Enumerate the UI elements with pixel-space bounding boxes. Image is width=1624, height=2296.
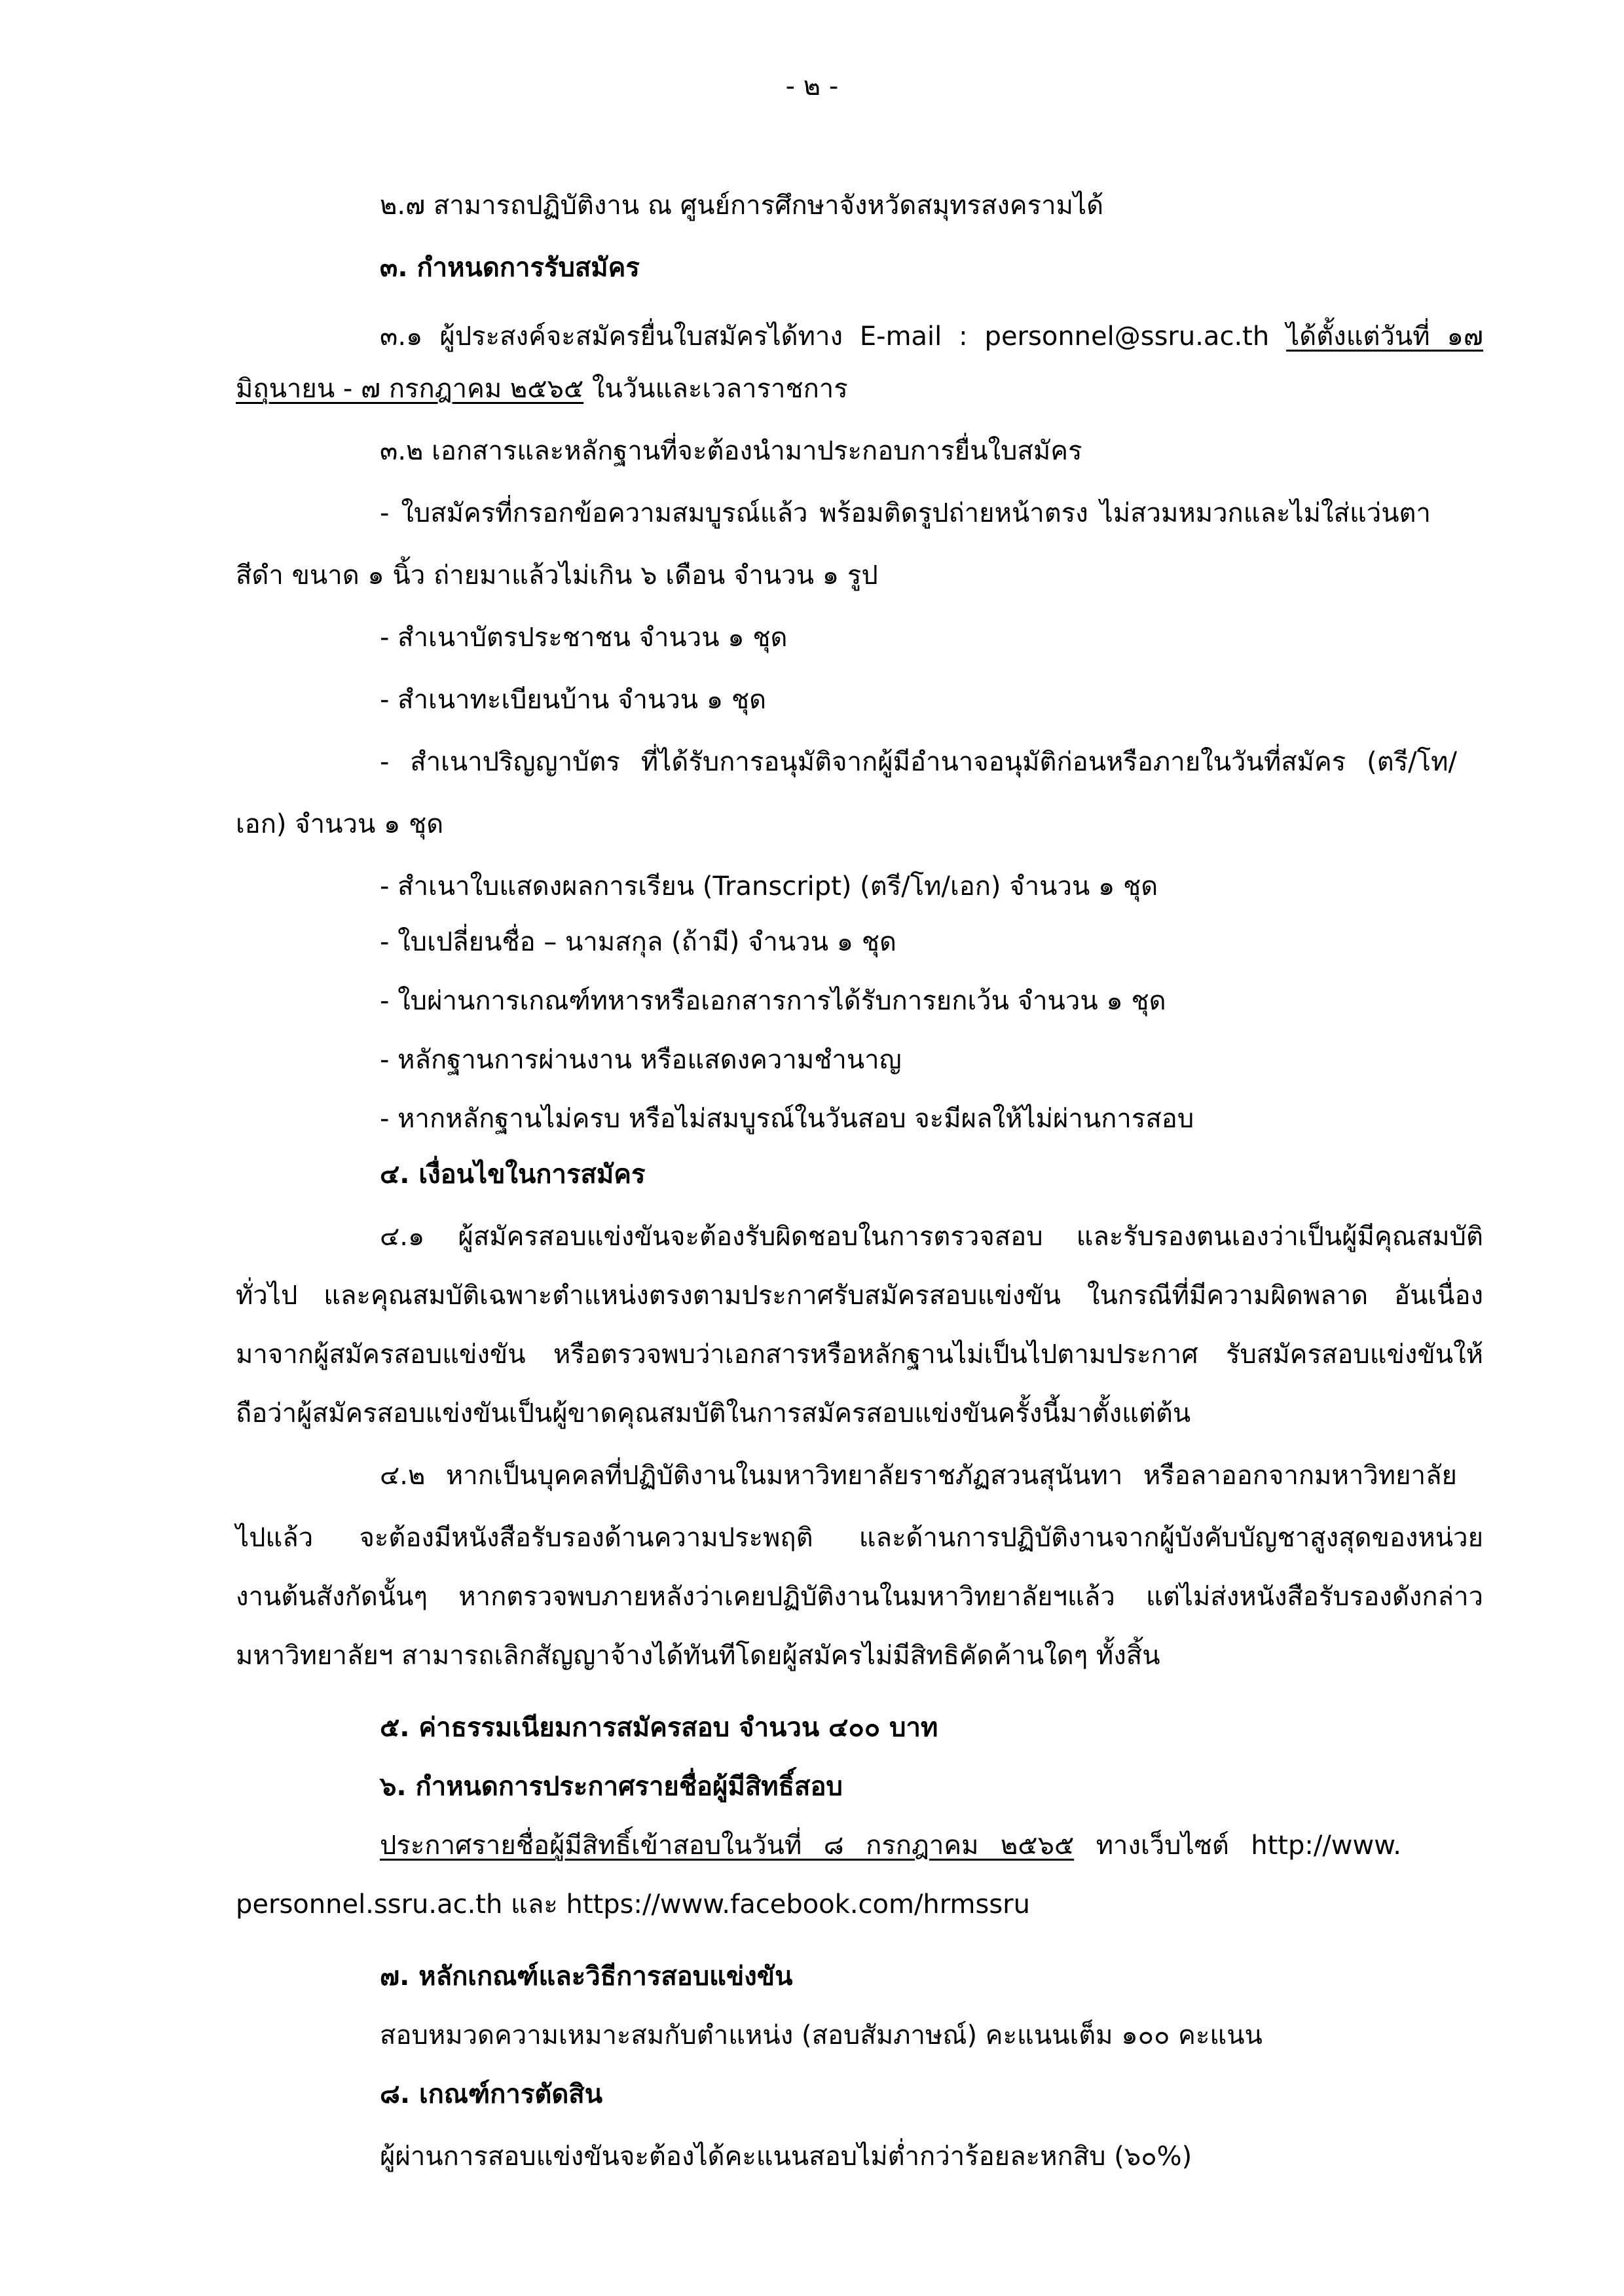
heading-section-4: ๔. เงื่อนไขในการสมัคร xyxy=(380,1159,646,1190)
paragraph-8: ผู้ผ่านการสอบแข่งขันจะต้องได้คะแนนสอบไม่ต่ำกว่าร้อยละหกสิบ (๖๐%) xyxy=(380,2141,1192,2172)
doc-item-2: - สำเนาบัตรประชาชน จำนวน ๑ ชุด xyxy=(380,623,788,653)
doc-item-8: - หลักฐานการผ่านงาน หรือแสดงความชำนาญ xyxy=(380,1045,902,1075)
text-span: ทางเว็บไซต์ http://www. xyxy=(1074,1831,1401,1861)
paragraph-4-2-line-4: มหาวิทยาลัยฯ สามารถเลิกสัญญาจ้างได้ทันทีโดยผู้สมัครไม่มีสิทธิคัดค้านใดๆ ทั้งสิ้น xyxy=(236,1641,1160,1671)
paragraph-3-2: ๓.๒ เอกสารและหลักฐานที่จะต้องนำมาประกอบการยื่นใบสมัคร xyxy=(380,436,1082,466)
heading-section-5: ๕. ค่าธรรมเนียมการสมัครสอบ จำนวน ๔๐๐ บาท xyxy=(380,1713,938,1743)
paragraph-4-2-line-3: งานต้นสังกัดนั้นๆ หากตรวจพบภายหลังว่าเคยปฏิบัติงานในมหาวิทยาลัยฯแล้ว แต่ไม่ส่งหนังสือรับรองดังกล่าว xyxy=(236,1582,1483,1612)
paragraph-2-7: ๒.๗ สามารถปฏิบัติงาน ณ ศูนย์การศึกษาจังหวัดสมุทรสงครามได้ xyxy=(380,191,1104,221)
underlined-date-start: ได้ตั้งแต่วันที่ ๑๗ xyxy=(1286,321,1483,352)
text-span: ในวันและเวลาราชการ xyxy=(583,374,848,404)
page-number: - ๒ - xyxy=(785,71,839,101)
paragraph-4-1-line-2: ทั่วไป และคุณสมบัติเฉพาะตำแหน่งตรงตามประกาศรับสมัครสอบแข่งขัน ในกรณีที่มีความผิดพลาด อันเนื่อง xyxy=(236,1281,1483,1311)
paragraph-6-line-2: personnel.ssru.ac.th และ https://www.facebook.com/hrmssru xyxy=(236,1889,1030,1920)
heading-section-8: ๘. เกณฑ์การตัดสิน xyxy=(380,2079,603,2109)
underlined-announcement-date: ประกาศรายชื่อผู้มีสิทธิ์เข้าสอบในวันที่ ๘ กรกฎาคม ๒๕๖๕ xyxy=(380,1831,1075,1861)
paragraph-3-1-line-1 xyxy=(380,321,1483,352)
doc-item-6: - ใบเปลี่ยนชื่อ – นามสกุล (ถ้ามี) จำนวน ๑ ชุด xyxy=(380,927,897,957)
paragraph-4-2-line-2: ไปแล้ว จะต้องมีหนังสือรับรองด้านความประพฤติ และด้านการปฏิบัติงานจากผู้บังคับบัญชาสูงสุดของหน่วย xyxy=(236,1523,1483,1553)
doc-item-3: - สำเนาทะเบียนบ้าน จำนวน ๑ ชุด xyxy=(380,685,767,715)
underlined-date-end: มิถุนายน - ๗ กรกฎาคม ๒๕๖๕ xyxy=(236,374,584,404)
doc-item-1-line-2: สีดำ ขนาด ๑ นิ้ว ถ่ายมาแล้วไม่เกิน ๖ เดือน จำนวน ๑ รูป xyxy=(236,560,878,591)
doc-item-5: - สำเนาใบแสดงผลการเรียน (Transcript) (ตรี/โท/เอก) จำนวน ๑ ชุด xyxy=(380,871,1158,902)
heading-section-6: ๖. กำหนดการประกาศรายชื่อผู้มีสิทธิ์สอบ xyxy=(380,1772,843,1802)
doc-item-4-line-1: - สำเนาปริญญาบัตร ที่ได้รับการอนุมัติจากผู้มีอำนาจอนุมัติก่อนหรือภายในวันที่สมัคร (ตรี/โท/ xyxy=(380,747,1457,777)
heading-section-7: ๗. หลักเกณฑ์และวิธีการสอบแข่งขัน xyxy=(380,1961,793,1992)
paragraph-4-1-line-1: ๔.๑ ผู้สมัครสอบแข่งขันจะต้องรับผิดชอบในการตรวจสอบ และรับรองตนเองว่าเป็นผู้มีคุณสมบัติ xyxy=(380,1222,1483,1252)
heading-section-3: ๓. กำหนดการรับสมัคร xyxy=(380,253,640,283)
doc-item-4-line-2: เอก) จำนวน ๑ ชุด xyxy=(236,809,444,839)
doc-item-1-line-1: - ใบสมัครที่กรอกข้อความสมบูรณ์แล้ว พร้อมติดรูปถ่ายหน้าตรง ไม่สวมหมวกและไม่ใส่แว่นตา xyxy=(380,498,1431,528)
text-span: ๓.๑ ผู้ประสงค์จะสมัครยื่นใบสมัครได้ทาง E-mail : personnel@ssru.ac.th xyxy=(380,321,1287,352)
paragraph-4-1-line-4: ถือว่าผู้สมัครสอบแข่งขันเป็นผู้ขาดคุณสมบัติในการสมัครสอบแข่งขันครั้งนี้มาตั้งแต่ต้น xyxy=(236,1398,1191,1429)
doc-item-9: - หากหลักฐานไม่ครบ หรือไม่สมบูรณ์ในวันสอบ จะมีผลให้ไม่ผ่านการสอบ xyxy=(380,1104,1194,1134)
doc-item-7: - ใบผ่านการเกณฑ์ทหารหรือเอกสารการได้รับการยกเว้น จำนวน ๑ ชุด xyxy=(380,986,1166,1016)
paragraph-6-line-1 xyxy=(380,1830,1401,1861)
paragraph-3-1-line-2 xyxy=(236,373,848,405)
paragraph-4-2-line-1: ๔.๒ หากเป็นบุคคลที่ปฏิบัติงานในมหาวิทยาลัยราชภัฏสวนสุนันทา หรือลาออกจากมหาวิทยาลัย xyxy=(380,1461,1457,1491)
paragraph-4-1-line-3: มาจากผู้สมัครสอบแข่งขัน หรือตรวจพบว่าเอกสารหรือหลักฐานไม่เป็นไปตามประกาศ รับสมัครสอบแข่งขันให้ xyxy=(236,1339,1483,1370)
paragraph-7: สอบหมวดความเหมาะสมกับตำแหน่ง (สอบสัมภาษณ์) คะแนนเต็ม ๑๐๐ คะแนน xyxy=(380,2020,1263,2050)
